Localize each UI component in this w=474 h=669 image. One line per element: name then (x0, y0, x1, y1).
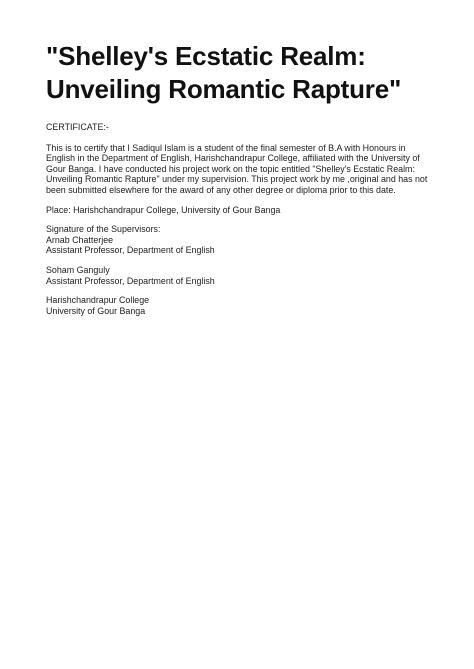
document-title (46, 40, 446, 106)
certificate-body (46, 122, 438, 316)
university-name: University of Gour Banga (46, 305, 146, 316)
paragraph-line: Gour Banga. I have conducted his project work on the topic entitled "Shelley's Ecstatic Realm: (46, 163, 415, 174)
certificate-paragraph (46, 143, 438, 196)
paragraph-line: English in the Department of English, Harishchandrapur College, affiliated with the University of (46, 153, 420, 164)
supervisor-1-designation: Assistant Professor, Department of English (46, 245, 215, 256)
paragraph-line: This is to certify that I Sadiqul Islam is a student of the final semester of B.A with Honours in (46, 142, 406, 153)
supervisor-2-designation: Assistant Professor, Department of English (46, 275, 215, 286)
place-line: Place: Harishchandrapur College, University of Gour Banga (46, 204, 281, 215)
paragraph-line: Unveiling Romantic Rapture" under my supervision. This project work by me ,original and has not (46, 174, 428, 185)
title-line-2: Unveiling Romantic Rapture" (46, 74, 402, 104)
supervisor-2-name: Soham Ganguly (46, 264, 110, 275)
college-name: Harishchandrapur College (46, 295, 150, 306)
supervisor-1-name: Arnab Chatterjee (46, 234, 114, 245)
supervisors-heading: Signature of the Supervisors: (46, 224, 161, 235)
certificate-heading: CERTIFICATE:- (46, 122, 109, 132)
paragraph-line: been submitted elsewhere for the award of any other degree or diploma prior to this date. (46, 184, 396, 195)
title-line-1: "Shelley's Ecstatic Realm: (46, 41, 366, 71)
